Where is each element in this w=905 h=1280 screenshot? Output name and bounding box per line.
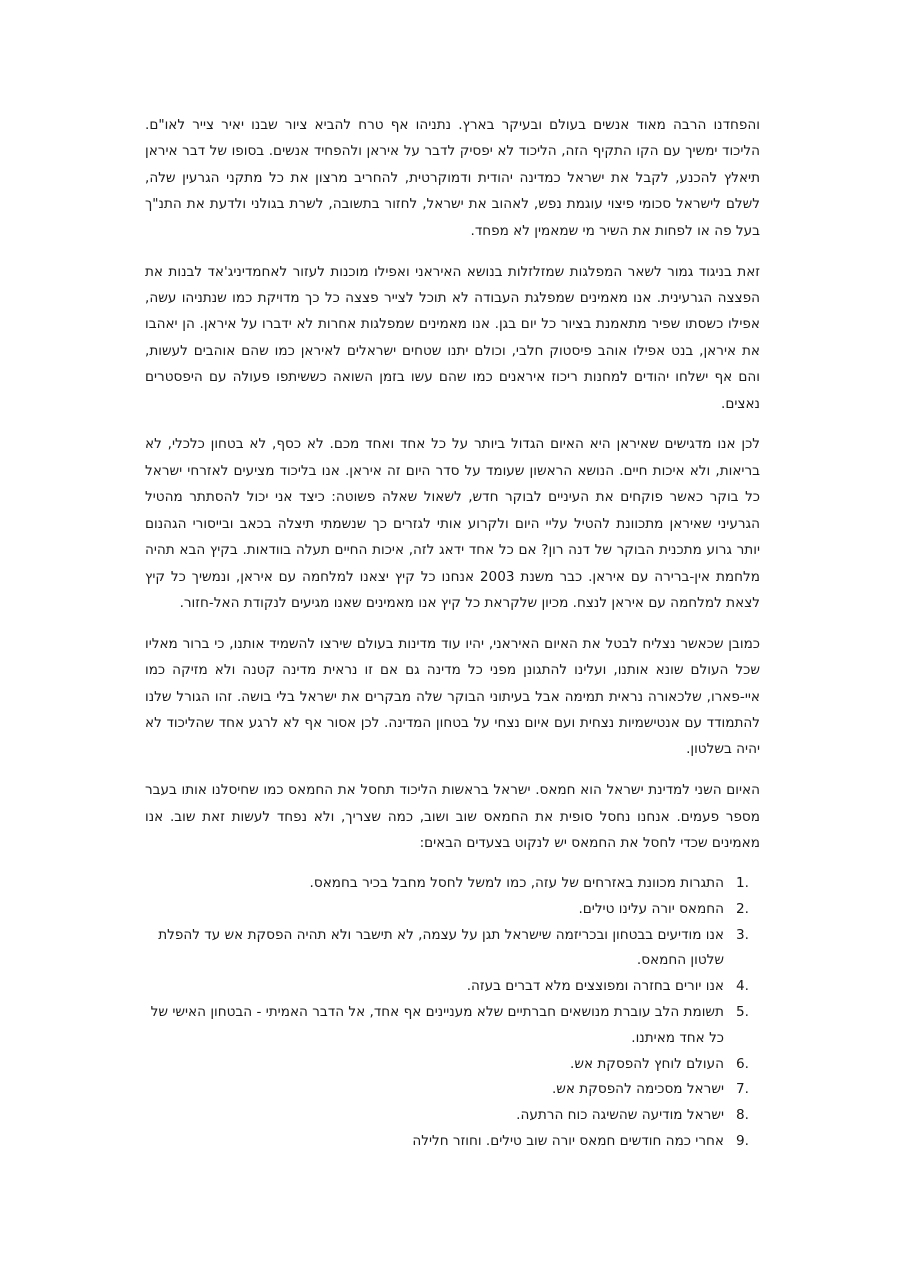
list-item-text: התגרות מכוונת באזרחים של עזה, כמו למשל לחסל מחבל בכיר בחמאס. [309,875,724,892]
paragraph-iran-intimidation: והפחדנו הרבה מאוד אנשים בעולם ובעיקר בארץ. נתניהו אף טרח להביא ציור שבנו יאיר צייר לאו"ם. הליכוד ימשיך עם הקו התקיף הזה, הליכוד לא יפסיק לדבר על איראן ולהפחיד אנשים. בסופו של דבר איראן תיאלץ להכנע, לקבל את ישראל כמדינה יהודית ודמוקרטית, להחריב מרצון את כל מתקני הגרעין שלה, לשלם לישראל סכומי פיצוי עוגמת נפש, לאהוב את ישראל, לחזור בתשובה, לשרת בגולני ולדעת את התנ"ך בעל פה או לפחות את השיר מי שמאמין לא מפחד. [145,117,760,239]
list-item-text: תשומת הלב עוברת מנושאים חברתיים שלא מעניינים אף אחד, אל הדבר האמיתי - הבטחון האישי של כל אחד מאיתנו. [150,1004,724,1046]
paragraph-other-parties: זאת בניגוד גמור לשאר המפלגות שמזלזלות בנושא האיראני ואפילו מוכנות לעזור לאחמדיניג'אד לבנות את הפצצה הגרעינית. אנו מאמינים שמפלגת העבודה לא תוכל לצייר פצצה כל כך מדויקת כמו שנתניהו עשה, אפילו כשסתו שפיר מתאמנת בציור כל יום בגן. אנו מאמינים שמפלגות אחרות לא ידברו על איראן. הן יאהבו את איראן, בנט אפילו אוהב פיסטוק חלבי, וכולם יתנו שטחים ישראלים לאיראן כמו שהם אוהבים לעשות, והם אף ישלחו יהודים למחנות ריכוז איראנים כמו שהם עשו בזמן השואה כששיתפו פעולה עם היפסטרים נאצים. [145,263,760,412]
list-item-text: ישראל מסכימה להפסקת אש. [551,1081,724,1098]
list-item [145,1077,760,1103]
list-item-number: 4. [736,978,749,995]
list-item [145,1000,760,1052]
paragraph-greatest-threat: לכן אנו מדגישים שאיראן היא האיום הגדול ביותר על כל אחד ואחד מכם. לא כסף, לא בטחון כלכלי, לא בריאות, ולא איכות חיים. הנושא הראשון שעומד על סדר היום זה איראן. אנו בליכוד מציעים לאזרחי ישראל כל בוקר כאשר פוקחים את העיניים לבוקר חדש, לשאול שאלה פשוטה: כיצד אני יכול להסתתר מהטיל הגרעיני שאיראן מתכוונת להטיל עליי היום ולקרוע אותי לגזרים כך שנשמתי תיצלה בכאב ובייסורי הגהנום יותר גרוע מתכנית הבוקר של דנה רון? אם כל אחד ידאג לזה, איכות החיים תעלה בוודאות. בקיץ הבא תהיה מלחמת אין-ברירה עם איראן. כבר משנת 2003 אנחנו כל קיץ יצאנו למלחמה עם איראן, ונמשיך כל קיץ לצאת למלחמה עם איראן לנצח. מכיון שלקראת כל קיץ אנו מאמינים שאנו מגיעים לנקודת האל-חזור. [145,436,760,611]
list-item-text: אנו יורים בחזרה ומפוצצים מלא דברים בעזה. [466,978,724,995]
list-item-text: אנו מודיעים בבטחון ובכריזמה שישראל תגן על עצמה, לא תישבר ולא תהיה הפסקת אש עד להפלת שלטון החמאס. [158,926,724,969]
paragraph-eternal-threat: כמובן שכאשר נצליח לבטל את האיום האיראני, יהיו עוד מדינות בעולם שירצו להשמיד אותנו, כי ברור מאליו שכל העולם שונא אותנו, ועלינו להתגונן מפני כל מדינה גם אם זו נראית מדינה קטנה ולא מזיקה כמו איי-פארו, שלכאורה נראית תמימה אבל בעיתוני הבוקר שלה מבקרים את ישראל בלי בושה. זהו הגורל שלנו להתמודד עם אנטישמיות נצחית ועם איום נצחי על בטחון המדינה. לכן אסור אף לא לרגע אחד שהליכוד לא יהיה בשלטון. [145,635,760,758]
list-item-number: 7. [736,1081,749,1098]
document-page [145,112,760,1155]
list-item-number: 2. [736,900,749,917]
list-item [145,1129,760,1155]
list-item-text: העולם לוחץ להפסקת אש. [570,1055,724,1072]
list-item [145,974,760,1000]
list-item-text: אחרי כמה חודשים חמאס יורה שוב טילים. וחוזר חלילה [412,1133,724,1150]
paragraph-hamas-intro: האיום השני למדינת ישראל הוא חמאס. ישראל בראשות הליכוד תחסל את החמאס כמו שחיסלנו אותו בעבר מספר פעמים. אנחנו נחסל סופית את החמאס שוב ושוב, כמה שצריך, ולא נפחד לעשות זאת שוב. אנו מאמינים שכדי לחסל את החמאס יש לנקוט בצעדים הבאים: [145,782,760,852]
list-item [145,897,760,923]
list-item-number: 1. [736,875,749,892]
list-item-number: 9. [736,1133,749,1150]
list-item [145,871,760,897]
list-item-number: 3. [736,926,749,943]
list-item-number: 6. [736,1055,749,1072]
list-item [145,923,760,975]
list-item-number: 5. [736,1004,749,1021]
list-item-text: ישראל מודיעה שהשיגה כוח הרתעה. [516,1107,724,1124]
list-item [145,1103,760,1129]
list-item-text: החמאס יורה עלינו טילים. [578,900,724,917]
list-item-number: 8. [736,1107,749,1124]
list-item [145,1052,760,1078]
numbered-steps-list [145,871,760,1155]
